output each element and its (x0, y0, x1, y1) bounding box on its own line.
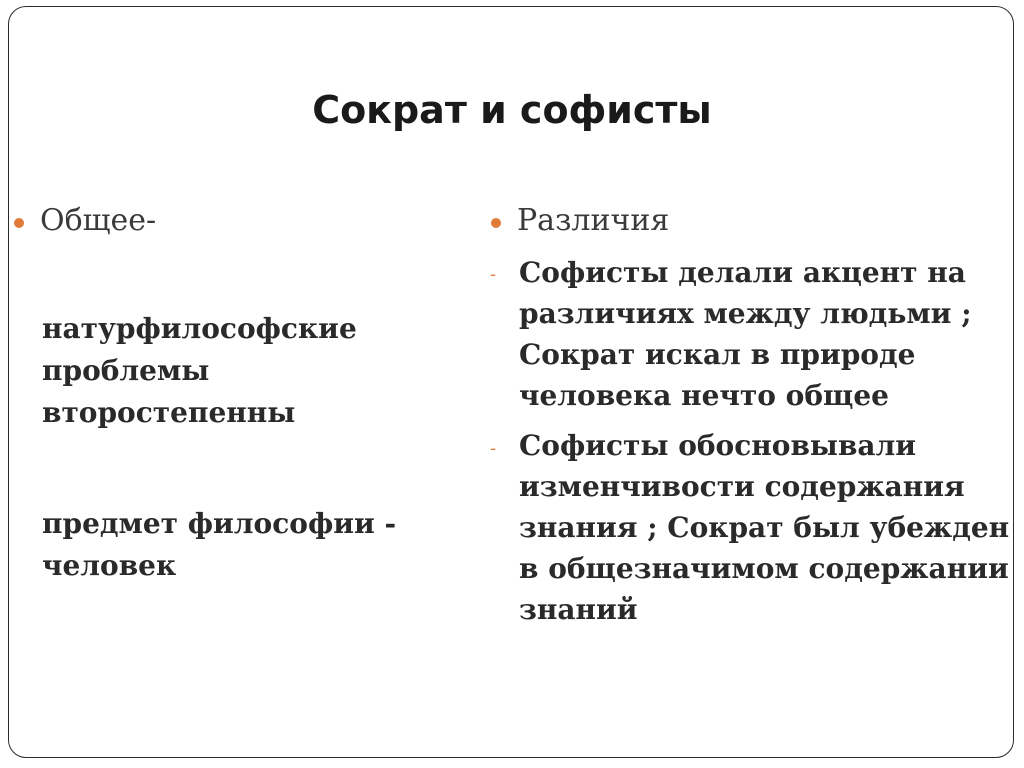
left-paragraph-1-line-2: проблемы (42, 354, 210, 387)
left-paragraph-1-line-3: второстепенны (42, 396, 296, 429)
left-paragraph-1-line-1: натурфилософские (42, 312, 357, 345)
right-item-2-line-4: в общезначимом содержании (519, 552, 1009, 585)
right-heading: Различия (517, 203, 670, 238)
right-item-1-line-2: различиях между людьми ; (519, 297, 972, 330)
left-paragraph-2-line-1: предмет философии - (42, 507, 397, 540)
slide-title: Сократ и софисты (312, 88, 712, 132)
right-item-2-line-3: знания ; Сократ был убежден (519, 511, 1010, 544)
left-paragraph-2-line-2: человек (42, 549, 177, 582)
right-item-1-line-4: человека нечто общее (519, 379, 889, 412)
right-item-2-line-5: знаний (519, 593, 638, 626)
left-heading: Общее- (40, 203, 157, 238)
right-bullet-icon (491, 218, 501, 228)
right-item-1-line-1: Софисты делали акцент на (519, 256, 966, 289)
right-item-1-dash-icon: - (490, 264, 497, 285)
right-item-2-dash-icon: - (490, 438, 497, 459)
left-bullet-icon (14, 218, 24, 228)
right-item-2-line-2: изменчивости содержания (519, 470, 965, 503)
right-item-2-line-1: Софисты обосновывали (519, 429, 917, 462)
right-item-1-line-3: Сократ искал в природе (519, 338, 916, 371)
